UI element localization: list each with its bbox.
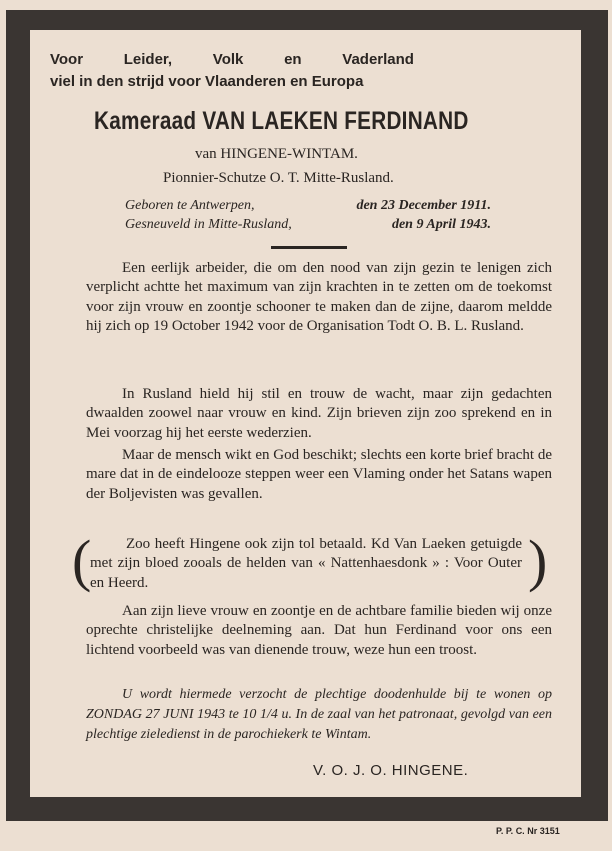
died-row <box>125 215 491 234</box>
paragraph-1: Een eerlijk arbeider, die om den nood van zijn gezin te lenigen zich verplicht achtte het maximum van zijn krachten in te zetten om de toekomst voor zijn vrouw en zoontje schooner te maken dan de zijne, daarom meldde hij zich op 19 October 1942 voor de Organisation Todt O. B. L. Rusland. <box>86 260 552 334</box>
dedication-word: en <box>284 51 302 68</box>
bracket-left-icon: ( <box>72 528 92 593</box>
paragraph-2: In Rusland hield hij stil en trouw de wacht, maar zijn gedachten dwaalden zoowel naar vrouw en kind. Zijn brieven zijn zoo sprekend en in Mei voorzag hij het eerste wederzien. <box>86 386 552 441</box>
mourning-border-right <box>581 10 608 821</box>
dedication-word: Leider, <box>123 51 173 68</box>
printer-mark: P. P. C. Nr 3151 <box>496 826 560 836</box>
invitation-paragraph: U wordt hiermede verzocht de plechtige doodenhulde bij te wonen op ZONDAG 27 JUNI 1943 te 10 1/4 u. In de zaal van het patronaat, gevolgd van een plechtige zieledienst in de parochiekerk te Wintam. <box>86 687 552 742</box>
mourning-border-bottom <box>6 797 608 821</box>
rank: Pionnier-Schutze O. T. Mitte-Rusland. <box>163 170 394 186</box>
paragraph-3: Maar de mensch wikt en God beschikt; slechts een korte brief bracht de mare dat in de eindelooze steppen weer een Vlaming onder het Satans wapen der Boljevisten was gevallen. <box>86 447 552 502</box>
divider <box>271 246 347 249</box>
paragraph-5: Aan zijn lieve vrouw en zoontje en de achtbare familie bieden wij onze oprechte christelijke deelneming aan. Dat hun Ferdinand voor ons een lichtend voorbeeld was van dienende trouw, weze hun een troost. <box>86 603 552 658</box>
hometown: van HINGENE-WINTAM. <box>195 146 358 162</box>
paragraph-4: Zoo heeft Hingene ook zijn tol betaald. Kd Van Laeken getuigde met zijn bloed zooals de helden van « Nattenhaesdonk » : Voor Outer en Heerd. <box>90 536 522 591</box>
name-title: Kameraad VAN LAEKEN FERDINAND <box>94 107 469 135</box>
died-label: Gesneuveld in Mitte-Rusland, <box>125 217 292 232</box>
life-dates <box>125 196 491 234</box>
dedication-word: Vaderland <box>342 51 414 68</box>
dedication-word: Voor <box>50 51 84 68</box>
born-label: Geboren te Antwerpen, <box>125 198 255 213</box>
mourning-border-top <box>6 10 608 30</box>
dedication-line-1 <box>50 50 414 69</box>
born-date: den 23 December 1911. <box>356 198 491 213</box>
mourning-border-left <box>6 10 30 821</box>
dedication-line-2: viel in den strijd voor Vlaanderen en Europa <box>50 73 364 90</box>
bracket-right-icon: ) <box>528 528 548 593</box>
dedication-word: Volk <box>212 51 244 68</box>
born-row <box>125 196 491 215</box>
died-date: den 9 April 1943. <box>391 217 491 232</box>
signature: V. O. J. O. HINGENE. <box>313 762 469 779</box>
